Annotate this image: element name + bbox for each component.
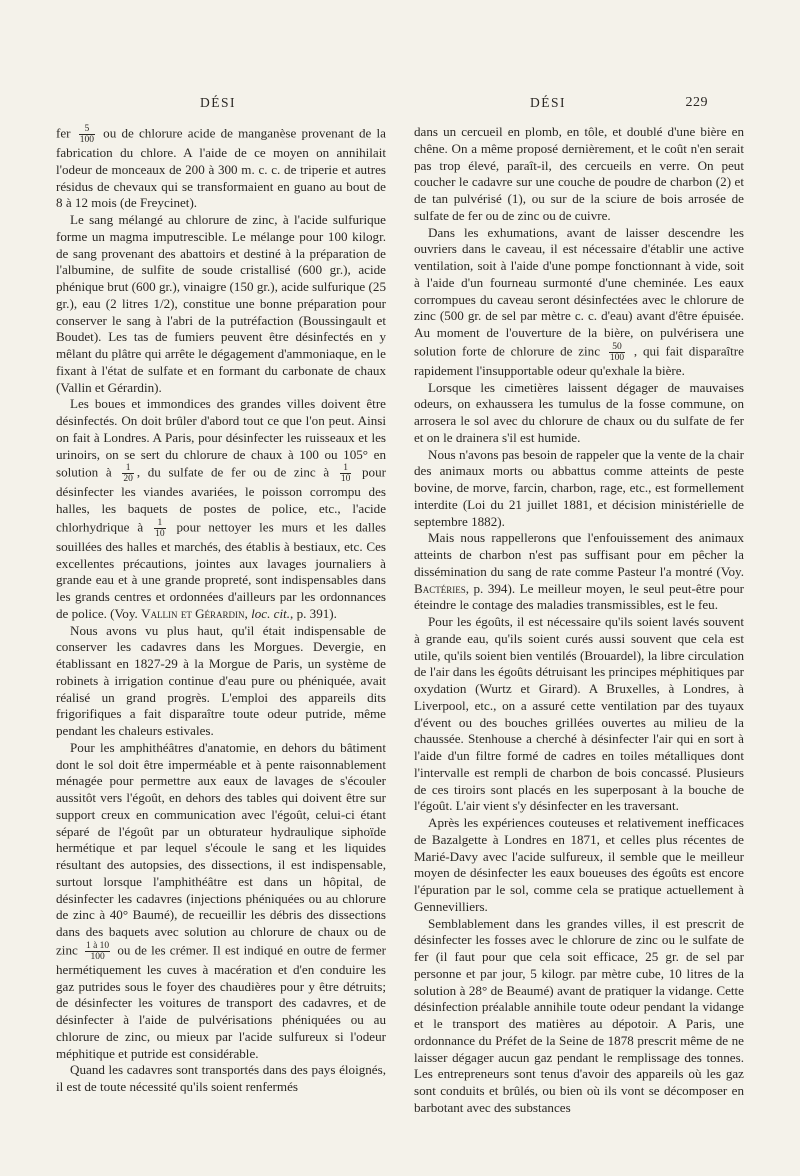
fraction-numerator: 50 bbox=[609, 342, 625, 353]
paragraph: Les boues et immondices des grandes villes doivent être désinfectés. On doit brûler d'abord tout ce que l'on peut. Ainsi on fait à Londres. A Paris, pour désinfecter les ruisseaux et les urinoirs, on se sert du chlorure de chaux à 100 ou 105° en solution à $\frac{1}{20}$ , du sulfate de fer ou de zinc à $\frac{1}{10}$ pour désinfecter les viandes avariées, le poisson corrompu des halles, les baquets de postes de police, etc., l'acide chlorhydrique à $\frac{1}{10}$ pour nettoyer les murs et les dalles souillées des halles et marchés, des établis à bestiaux, etc. Ces excellentes précautions, jointes aux lavages journaliers à grande eau et à une grande propreté, sont indispensables dans les grands centres et ordonnées d'ailleurs par les ordonnances de police. (Voy. Vallin et Gérardin, loc. cit., p. 391). bbox=[56, 396, 387, 621]
text-run: , p. 391). bbox=[290, 605, 337, 621]
text-run: , qui fait disparaître rapidement l'insupportable odeur qu'exhale la bière. bbox=[414, 343, 744, 378]
fraction-numerator: 1 bbox=[122, 463, 134, 474]
fraction bbox=[609, 342, 625, 363]
paragraph: Semblablement dans les grandes villes, il est prescrit de désinfecter les fosses avec le chlorure de zinc ou le sulfate de fer (il faut pour que cela soit efficace, 25 gr. de sel par personne et par jour, 5 kilogr. par mètre cube, 10 litres de la solution à 28° de Beaumé) avant de pratiquer la vidange. Cette désinfection préalable annihile toute odeur pendant la vidange et le transport des matières au dépotoir. A Paris, une ordonnance du Préfet de la Seine de 1878 prescrit même de ne laisser dégager aucun gaz pendant le remplissage des tonnes. Les entrepreneurs sont tenus d'avoir des appareils où les gaz sont conduits et brûlés, ou bien où ils vont se décomposer en barbotant avec des substances bbox=[414, 915, 744, 1115]
text-run: ou de chlorure acide de manganèse provenant de la fabrication du chlore. A l'aide de ce moyen on annihilait l'odeur de monceaux de 200 à 300 m. c. c. de triperie et autres résidus de chevaux qui se transformaient en guano au bout de 8 à 12 mois (de Freycinet). bbox=[56, 125, 386, 211]
text-run: Pour les amphithéâtres d'anatomie, en dehors du bâtiment dont le sol doit être imperméable et à pente raisonnablement ménagée pour permettre aux eaux de lavages de s'écouler aussitôt vers l'égoût, en dehors des tables qui doivent être sur support creux en communication avec l'égoût, celui-ci étant séparé de l'égoût par un obturateur hydraulique siphoïde hermétique et par lequel s'écoule le sang et les liquides résultant des autopsies, des dissections, il est indispensable, surtout lorsque l'amphithéâtre est dans un hôpital, de désinfecter les cadavres (injections phéniquées ou au chlorure de zinc à 40° Baumé), de recueillir les débris des dissections dans des baquets avec solution au chlorure de chaux ou de zinc bbox=[56, 739, 386, 958]
fraction-numerator: 1 à 10 bbox=[85, 940, 110, 951]
text-run: Les boues et immondices des grandes villes doivent être désinfectés. On doit brûler d'abord tout ce que l'on peut. Ainsi on fait à Londres. A Paris, pour désinfecter les ruisseaux et les urinoirs, on se sert du chlorure de chaux à 100 ou 105° en solution à bbox=[56, 396, 386, 480]
fraction-denominator: 100 bbox=[90, 951, 105, 962]
fraction bbox=[79, 124, 95, 145]
fraction-numerator: 5 bbox=[79, 124, 95, 135]
text-run: , p. 394). Le meilleur moyen, le seul peut-être pour éteindre le contage des maladies transmissibles, est le feu. bbox=[414, 580, 744, 613]
fraction bbox=[85, 941, 110, 962]
fraction-numerator: 1 bbox=[154, 518, 166, 529]
fraction-numerator: 1 bbox=[340, 463, 352, 474]
left-column bbox=[56, 124, 386, 1096]
fraction-denominator: 20 bbox=[123, 474, 133, 485]
right-column bbox=[414, 124, 744, 1117]
fraction bbox=[340, 463, 352, 484]
paragraph: Nous avons vu plus haut, qu'il était indispensable de conserver les cadavres dans les Morgues. Devergie, en établissant en 1827-29 à la Morgue de Paris, un système de robinets à irrigation continue d'eau pure ou phéniquée, avait réalisé un grand progrès. L'emploi des appareils dits frigorifiques a fait disparaître toute odeur putride, même pendant les chaleurs estivales. bbox=[56, 622, 386, 738]
fraction-denominator: 10 bbox=[340, 474, 351, 485]
paragraph: dans un cercueil en plomb, en tôle, et doublé d'une bière en chêne. On a même proposé dernièrement, et le coût n'en serait pas trop élevé, paraît-il, des cercueils en verre. On peut coucher le cadavre sur une couche de poudre de charbon (2) et de tan pulvérisé (1), ou sur de la sciure de bois arrosée de sulfate de fer ou de zinc ou de cuivre. bbox=[414, 124, 744, 223]
text-run: Dans les exhumations, avant de laisser descendre les ouvriers dans le caveau, il est nécessaire d'établir une active ventilation, soit à l'aide d'une pompe fonctionnant à vide, soit à l'aide d'un fourneau surmonté d'une cheminée. Les eaux corrompues du caveau seront désinfectées avec le chlorure de zinc (500 gr. de sel par mètre c. c. d'eau) avant d'être épuisée. Au moment de l'ouverture de la bière, on pulvérisera une solution forte de chlorure de zinc bbox=[414, 224, 744, 359]
fraction bbox=[154, 518, 166, 539]
page-number: 229 bbox=[685, 95, 708, 110]
fraction bbox=[122, 463, 134, 484]
text-run: pour nettoyer les murs et les dalles souillées des halles et marchés, des établis à bestiaux, etc. Ces excellentes précautions, jointes aux lavages journaliers à grande eau et à une grande propreté, sont indispensables dans les grands centres et ordonnées d'ailleurs par les ordonnances de police. (Voy. bbox=[56, 519, 386, 621]
reference-locator: loc. cit. bbox=[251, 605, 291, 621]
paragraph: Quand les cadavres sont transportés dans des pays éloignés, il est de toute nécessité qu'ils soient renfermés bbox=[56, 1062, 386, 1094]
paragraph: Le sang mélangé au chlorure de zinc, à l'acide sulfurique forme un magma imputrescible. Le mélange pour 100 kilogr. de sang provenant des abattoirs et destiné à la préparation de l'albumine, de sulfite de soude cristallisé (600 gr.), acide phénique brut (600 gr.), vinaigre (150 gr.), acide sulfurique (25 gr.), eau (2 litres 1/2), constitue une bonne préparation pour conserver le sang à l'abri de la putréfaction (Boussingault et Boudet). Les tas de fumiers peuvent être désinfectés en y mêlant du plâtre qui arrête le dégagement d'ammoniaque, en le fixant à l'état de sulfate et en formant du carbonate de chaux (Vallin et Gérardin). bbox=[56, 212, 386, 395]
paragraph: Après les expériences couteuses et relativement inefficaces de Bazalgette à Londres en 1871, et celles plus récentes de Marié-Davy avec l'acide sulfureux, il semble que le meilleur moyen de désinfecter les eaux boueuses des égoûts est encore l'épuration par le sol, comme cela se pratique actuellement à Gennevilliers. bbox=[414, 815, 744, 914]
running-head-left: DÉSI bbox=[200, 95, 236, 110]
text-run: Mais nous rappellerons que l'enfouissement des animaux atteints de charbon n'est pas suffisant pour em pêcher la dissémination du sang de rate comme Pasteur l'a montré (Voy. bbox=[414, 530, 744, 579]
text-run: , du sulfate de fer ou de zinc à bbox=[136, 464, 330, 480]
paragraph bbox=[56, 124, 386, 212]
running-head-center: DÉSI bbox=[530, 95, 566, 110]
paragraph: Nous n'avons pas besoin de rappeler que la vente de la chair des animaux morts ou abbattus comme atteints de peste bovine, de morve, farcin, charbon, rage, etc., est formellement interdite (Loi du 21 juillet 1881, et décision ministérielle de septembre 1882). bbox=[414, 446, 744, 529]
reference-author: Vallin et Gérardin bbox=[141, 605, 245, 621]
paragraph: Lorsque les cimetières laissent dégager de mauvaises odeurs, on exhaussera les tumulus de la fosse commune, on arrosera le sol avec du chlorure de chaux ou du sulfate de fer et on le drainera s'il est humide. bbox=[414, 379, 744, 445]
fraction-denominator: 100 bbox=[609, 352, 625, 363]
fraction-denominator: 10 bbox=[155, 528, 165, 539]
text-run: pour désinfecter les viandes avariées, le poisson corrompu des halles, les baquets de postes de police, etc., l'acide chlorhydrique à bbox=[56, 464, 387, 535]
text-run: ou de les crémer. Il est indiqué en outre de fermer hermétiquement les cuves à macération et d'en conduire les gaz putrides sous le foyer des chaudières pour y être détruits; de désinfecter les voitures de transport des cadavres, et de désinfecter à l'aide de pulvérisations phéniquées ou au chlorure de zinc, ou mieux par l'acide sulfureux si l'odeur méphitique et putride est considérable. bbox=[56, 942, 387, 1061]
paragraph: Pour les égoûts, il est nécessaire qu'ils soient lavés souvent à grande eau, qu'ils soient curés aussi souvent que cela est utile, qu'ils soient bien ventilés (Brouardel), la libre circulation de l'air dans les égoûts détruisant les principes méphitiques par oxydation (Wurtz et Girard). A Bruxelles, à Londres, à Liverpool, etc., on a assuré cette ventilation par des tuyaux d'évent ou des bouches grillées ouvertes au milieu de la chaussée. Stenhouse a cherché à désinfecter l'air qui en sort à l'aide d'un filtre formé de cadres en toiles métalliques dont l'intervalle est rempli de charbon de bois concassé. Plusieurs de ces tiroirs sont placés en les superposant à la bouche de l'égoût. L'air vient s'y désinfecter en les traversant. bbox=[414, 614, 744, 814]
text-run: fer bbox=[56, 125, 71, 141]
fraction-denominator: 100 bbox=[79, 135, 94, 145]
reference-title: Bactéries bbox=[414, 580, 466, 596]
paragraph bbox=[414, 225, 744, 380]
paragraph bbox=[56, 740, 386, 1063]
paragraph bbox=[414, 530, 744, 614]
